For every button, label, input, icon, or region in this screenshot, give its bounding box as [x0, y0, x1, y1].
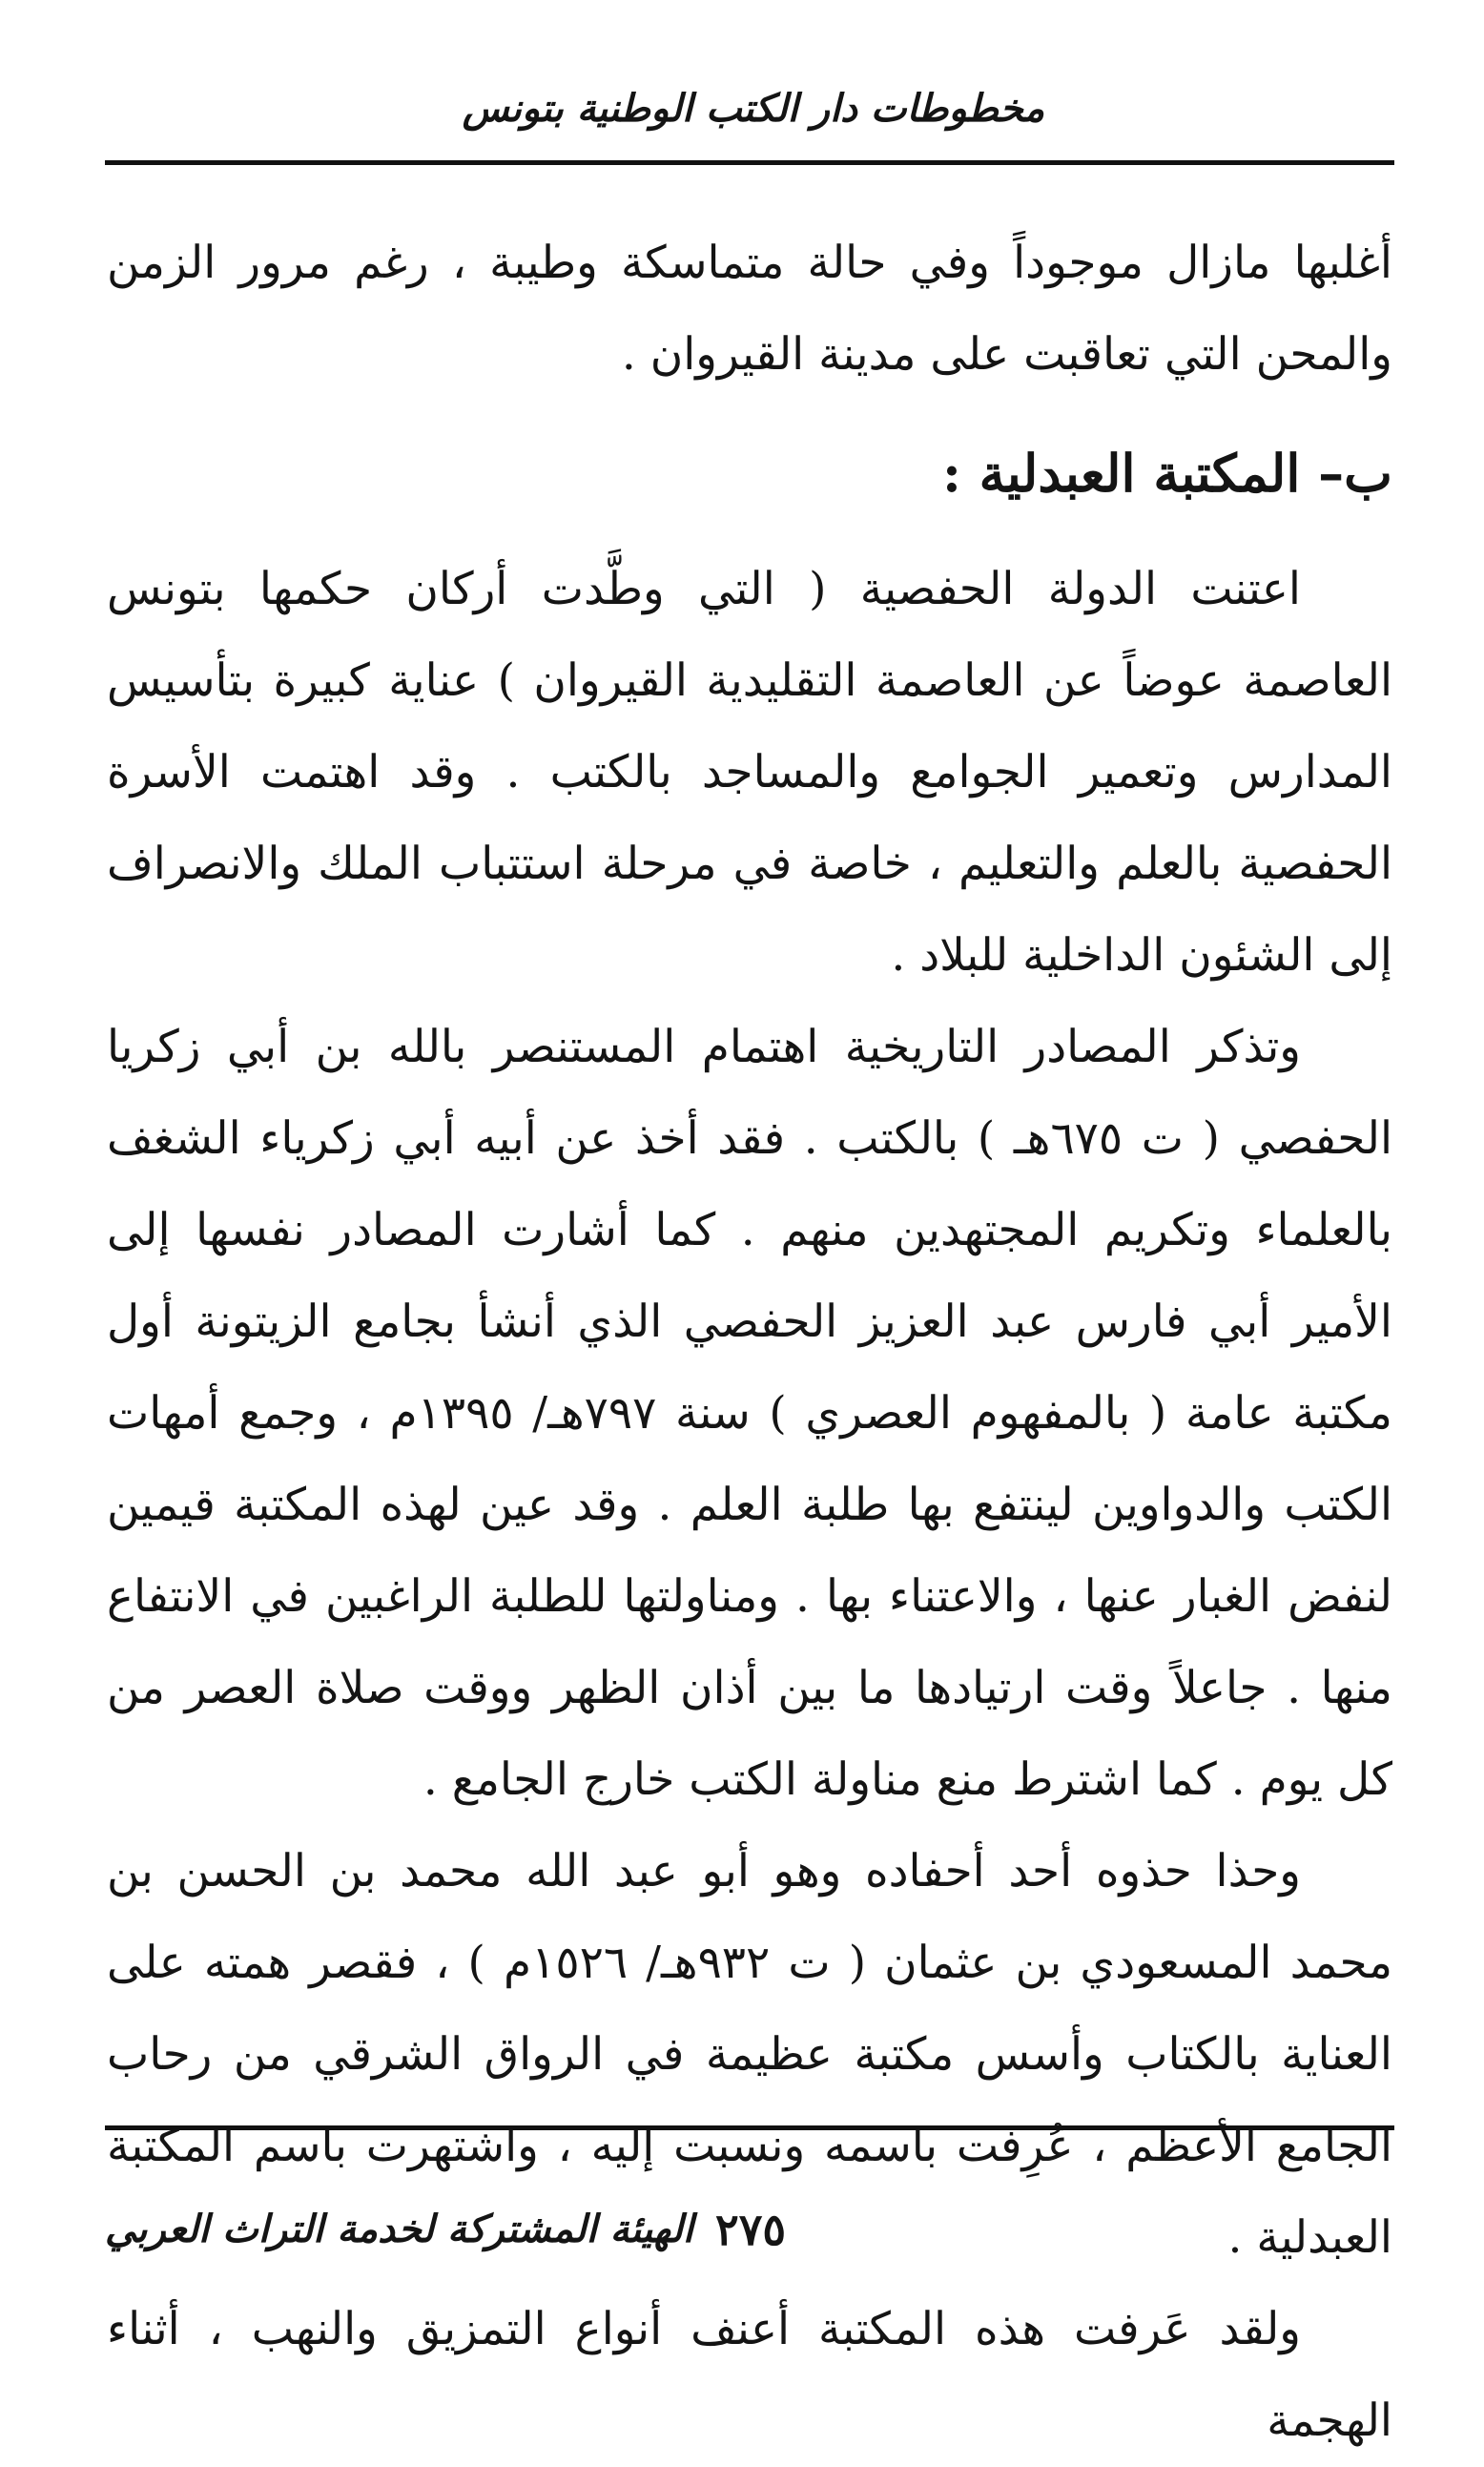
paragraph-1: أغلبها مازال موجوداً وفي حالة متماسكة وطيبة ، رغم مرور الزمن والمحن التي تعاقبت على مدينة القيروان . — [107, 237, 1392, 381]
paragraph-3: وتذكر المصادر التاريخية اهتمام المستنصر بالله بن أبي زكريا الحفصي ( ت ٦٧٥هـ ) بالكتب . فقد أخذ عن أبيه أبي زكرياء الشغف بالعلماء وتكريم المجتهدين منهم . كما أشارت المصادر نفسها إلى الأمير أبي فارس عبد العزيز الحفصي الذي أنشأ بجامع الزيتونة أول مكتبة عامة ( بالمفهوم العصري ) سنة ٧٩٧هـ/ ١٣٩٥م ، وجمع أمهات الكتب والدواوين لينتفع بها طلبة العلم . وقد عين لهذه المكتبة قيمين لنفض الغبار عنها ، والاعتناء بها . ومناولتها للطلبة الراغبين في الانتفاع منها . جاعلاً وقت ارتيادها ما بين أذان الظهر ووقت صلاة العصر من كل يوم . كما اشترط منع مناولة الكتب خارج الجامع . — [107, 1021, 1393, 1806]
footer-rule — [105, 2125, 1394, 2130]
paragraph-2: اعتنت الدولة الحفصية ( التي وطَّدت أركان حكمها بتونس العاصمة عوضاً عن العاصمة التقليدية القيروان ) عناية كبيرة بتأسيس المدارس وتعمير الجوامع والمساجد بالكتب . وقد اهتمت الأسرة الحفصية بالعلم والتعليم ، خاصة في مرحلة استتباب الملك والانصراف إلى الشئون الداخلية للبلاد . — [107, 563, 1392, 982]
running-footer — [105, 2196, 1394, 2263]
paragraph-4: وحذا حذوه أحد أحفاده وهو أبو عبد الله محمد بن الحسن بن محمد المسعودي بن عثمان ( ت ٩٣٢هـ/ ١٥٢٦م ) ، فقصر همته على العناية بالكتاب وأسس مكتبة عظيمة في الرواق الشرقي من رحاب الجامع الأعظم ، عُرِفت باسمه ونسبت إليه ، واشتهرت باسم المكتبة العبدلية . — [107, 1845, 1392, 2264]
header-rule — [105, 160, 1394, 165]
footer-organization: الهيئة المشتركة لخدمة التراث العربي — [105, 2207, 693, 2251]
section-heading: ب– المكتبة العبدلية : — [941, 443, 1392, 504]
paragraph-5: ولقد عَرفت هذه المكتبة أعنف أنواع التمزيق والنهب ، أثناء الهجمة — [107, 2303, 1392, 2447]
running-header: مخطوطات دار الكتب الوطنية بتونس — [462, 86, 1045, 131]
page-number: ٢٧٥ — [715, 2204, 787, 2255]
